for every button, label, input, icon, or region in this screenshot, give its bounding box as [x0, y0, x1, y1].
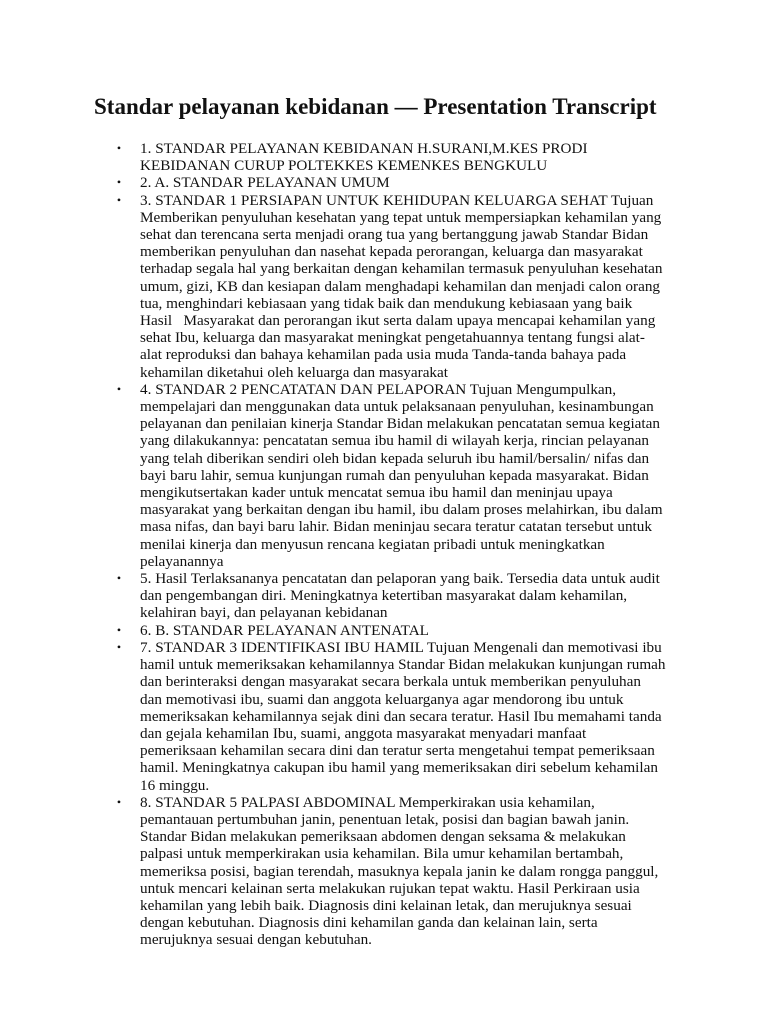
list-item: [94, 140, 698, 174]
bullet-icon: •: [116, 639, 122, 654]
bullet-icon: •: [116, 175, 122, 190]
list-item: [94, 381, 698, 570]
list-item: [94, 174, 698, 191]
list-item-text: 3. STANDAR 1 PERSIAPAN UNTUK KEHIDUPAN KELUARGA SEHAT Tujuan Memberikan penyuluhan kesehatan yang tepat untuk mempersiapkan kehamilan yang sehat dan terencana serta menjadi orang tua yang bertanggung jawab Standar Bidan memberikan penyuluhan dan nasehat kepada perorangan, keluarga dan masyarakat terhadap segala hal yang berkaitan dengan kehamilan termasuk penyuluhan kesehatan umum, gizi, KB dan kesiapan dalam menghadapi kehamilan dan menjadi calon orang tua, menghindari kebiasaan yang tidak baik dan mendukung kebiasaan yang baik Hasil Masyarakat dan perorangan ikut serta dalam upaya mencapai kehamilan yang sehat Ibu, keluarga dan masyarakat meningkat pengetahuannya tentang fungsi alat- alat reproduksi dan bahaya kehamilan pada usia muda Tanda-tanda bahaya pada kehamilan diketahui oleh keluarga dan masyarakat: [140, 191, 663, 381]
page-title: Standar pelayanan kebidanan — Presentation Transcript: [94, 94, 657, 119]
bullet-icon: •: [116, 794, 122, 809]
list-item: [94, 639, 698, 794]
bullet-icon: •: [116, 381, 122, 396]
list-item-text: 7. STANDAR 3 IDENTIFIKASI IBU HAMIL Tujuan Mengenali dan memotivasi ibu hamil untuk memeriksakan kehamilannya Standar Bidan melakukan kunjungan rumah dan berinteraksi dengan masyarakat secara berkala untuk memberikan penyuluhan dan memotivasi ibu, suami dan anggota keluarganya agar mendorong ibu untuk memeriksakan kehamilannya sejak dini dan secara teratur. Hasil Ibu memahami tanda dan gejala kehamilan Ibu, suami, anggota masyarakat menyadari manfaat pemeriksaan kehamilan secara dini dan teratur serta mengetahui tempat pemeriksaan hamil. Meningkatnya cakupan ibu hamil yang memeriksakan diri sebelum kehamilan 16 minggu.: [140, 638, 666, 794]
list-item-text: 5. Hasil Terlaksananya pencatatan dan pelaporan yang baik. Tersedia data untuk audit dan pengembangan diri. Meningkatnya ketertiban masyarakat dalam kehamilan, kelahiran bayi, dan pelayanan kebidanan: [140, 570, 660, 622]
list-item: [94, 794, 698, 949]
list-item: [94, 192, 698, 381]
transcript-list: [94, 140, 698, 949]
bullet-icon: •: [116, 571, 122, 586]
list-item: [94, 622, 698, 639]
bullet-icon: •: [116, 622, 122, 637]
bullet-icon: •: [116, 192, 122, 207]
bullet-icon: •: [116, 141, 122, 155]
list-item-text: 6. B. STANDAR PELAYANAN ANTENATAL: [140, 621, 429, 639]
list-item-text: 2. A. STANDAR PELAYANAN UMUM: [140, 174, 390, 192]
list-item-text: 4. STANDAR 2 PENCATATAN DAN PELAPORAN Tujuan Mengumpulkan, mempelajari dan menggunakan data untuk pelaksanaan penyuluhan, kesinambungan pelayanan dan penilaian kinerja Standar Bidan melakukan pencatatan semua kegiatan yang dilakukannya: pencatatan semua ibu hamil di wilayah kerja, rincian pelayanan yang telah diberikan sendiri oleh bidan kepada seluruh ibu hamil/bersalin/ nifas dan bayi baru lahir, semua kunjungan rumah dan penyuluhan kepada masyarakat. Bidan mengikutsertakan kader untuk mencatat semua ibu hamil dan meninjau upaya masyarakat yang berkaitan dengan ibu hamil, ibu dalam proses melahirkan, ibu dalam masa nifas, dan bayi baru lahir. Bidan meninjau secara teratur catatan tersebut untuk menilai kinerja dan menyusun rencana kegiatan pribadi untuk meningkatkan pelayanannya: [140, 380, 663, 570]
list-item-text: 1. STANDAR PELAYANAN KEBIDANAN H.SURANI,M.KES PRODI KEBIDANAN CURUP POLTEKKES KEMENKES BENGKULU: [140, 140, 588, 175]
list-item: [94, 570, 698, 622]
list-item-text: 8. STANDAR 5 PALPASI ABDOMINAL Memperkirakan usia kehamilan, pemantauan pertumbuhan janin, penentuan letak, posisi dan bagian bawah janin. Standar Bidan melakukan pemeriksaan abdomen dengan seksama & melakukan palpasi untuk memperkirakan usia kehamilan. Bila umur kehamilan bertambah, memeriksa posisi, bagian terendah, masuknya kepala janin ke dalam rongga panggul, untuk mencari kelainan serta melakukan rujukan tepat waktu. Hasil Perkiraan usia kehamilan yang lebih baik. Diagnosis dini kelainan letak, dan merujuknya sesuai dengan kebutuhan. Diagnosis dini kehamilan ganda dan kelainan lain, serta merujuknya sesuai dengan kebutuhan.: [140, 793, 659, 949]
